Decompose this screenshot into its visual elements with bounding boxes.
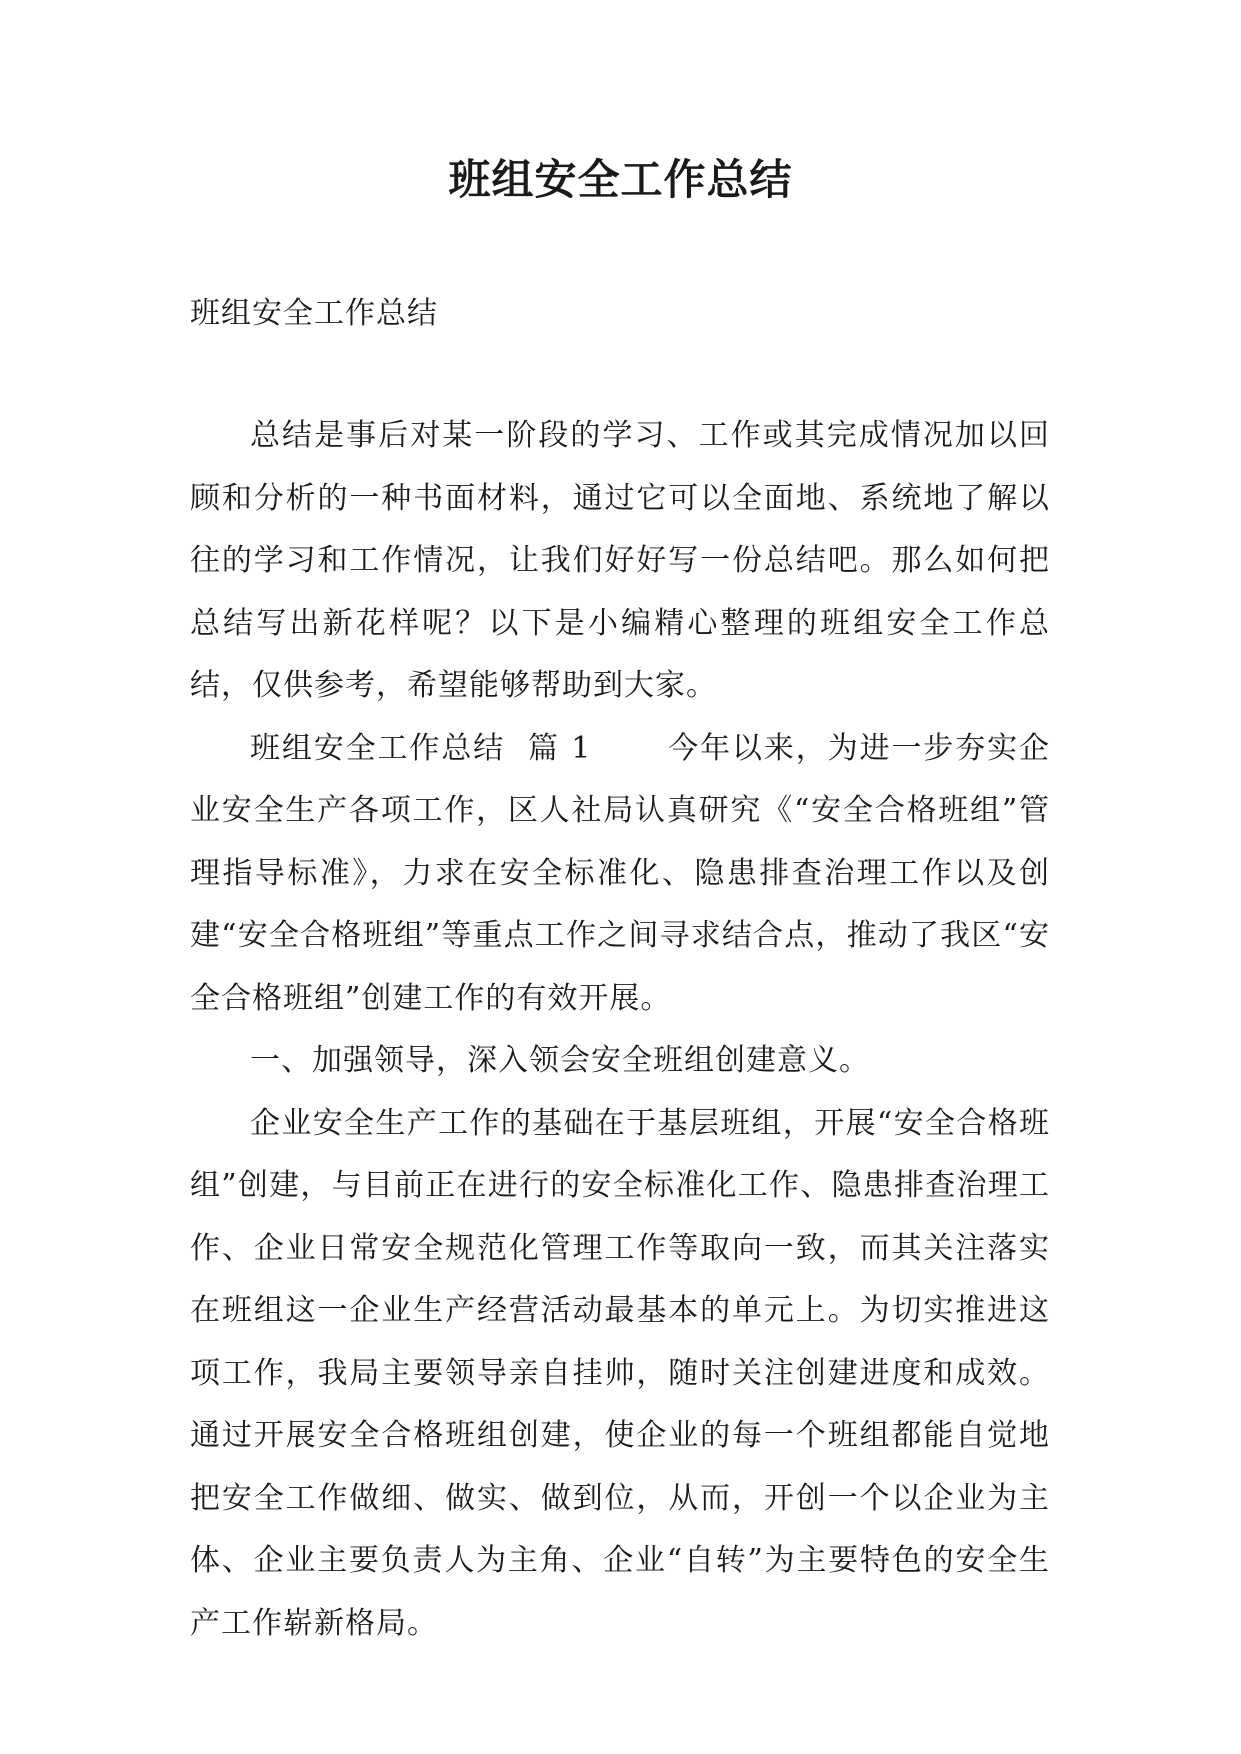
section-1-text: 今年以来，为进一步夯实企业安全生产各项工作，区人社局认真研究《“安全合格班组”管理指导标准》，力求在安全标准化、隐患排查治理工作以及创建“安全合格班组”等重点工作之间寻求结合点，推动了我区“安全合格班组”创建工作的有效开展。 — [190, 730, 1051, 1016]
paragraph-2: 企业安全生产工作的基础在于基层班组，开展“安全合格班组”创建，与目前正在进行的安全标准化工作、隐患排查治理工作、企业日常安全规范化管理工作等取向一致，而其关注落实在班组这一企业生产经营活动最基本的单元上。为切实推进这项工作，我局主要领导亲自挂帅，随时关注创建进度和成效。通过开展安全合格班组创建，使企业的每一个班组都能自觉地把安全工作做细、做实、做到位，从而，开创一个以企业为主体、企业主要负责人为主角、企业“自转”为主要特色的安全生产工作崭新格局。 — [190, 1105, 1050, 1641]
intro-paragraph: 总结是事后对某一阶段的学习、工作或其完成情况加以回顾和分析的一种书面材料，通过它可以全面地、系统地了解以往的学习和工作情况，让我们好好写一份总结吧。那么如何把总结写出新花样呢？以下是小编精心整理的班组安全工作总结，仅供参考，希望能够帮助到大家。 — [190, 418, 1050, 703]
document-body — [190, 405, 1050, 1655]
document-title: 班组安全工作总结 — [448, 155, 793, 204]
section-1-heading: 班组安全工作总结 — [250, 730, 506, 766]
document-subtitle: 班组安全工作总结 — [190, 296, 438, 331]
section-1-paragraph — [190, 718, 1050, 1031]
section-1-label: 篇 1 — [527, 730, 592, 766]
point-1-heading: 一、加强领导，深入领会安全班组创建意义。 — [250, 1043, 870, 1078]
